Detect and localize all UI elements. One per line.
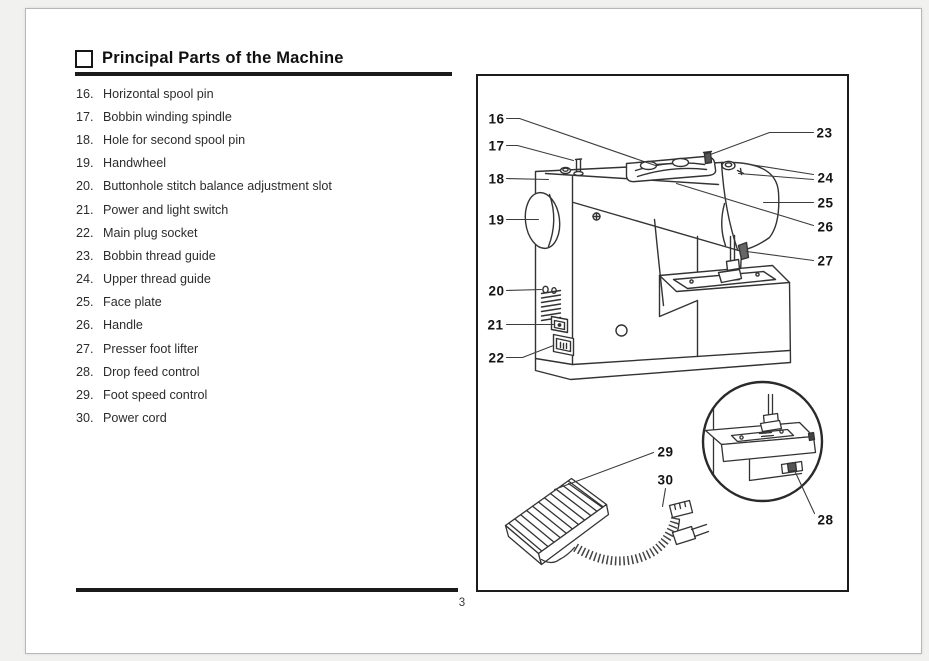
inset-detail-circle <box>703 382 822 501</box>
part-list-item: 19. Handwheel <box>76 156 167 171</box>
callout-29: 29 <box>657 444 674 459</box>
parts-list <box>76 82 476 430</box>
footer-rule <box>76 588 458 592</box>
part-list-item: 20. Buttonhole stitch balance adjustment slot <box>76 179 332 194</box>
sewing-machine-illustration <box>478 76 847 590</box>
diagram-box <box>476 74 849 592</box>
part-list-item: 25. Face plate <box>76 295 162 310</box>
title-underline-rule <box>75 72 452 76</box>
callout-25: 25 <box>817 195 834 210</box>
part-list-item: 22. Main plug socket <box>76 225 198 240</box>
part-list-item: 16. Horizontal spool pin <box>76 86 214 101</box>
part-list-item: 29. Foot speed control <box>76 388 208 403</box>
callout-28: 28 <box>817 512 834 527</box>
checkbox-icon <box>75 50 93 68</box>
part-list-item: 23. Bobbin thread guide <box>76 248 216 263</box>
callout-24: 24 <box>817 170 834 185</box>
callout-18: 18 <box>488 171 505 186</box>
section-header <box>75 49 344 68</box>
part-list-item: 18. Hole for second spool pin <box>76 132 246 147</box>
part-list-item: 26. Handle <box>76 318 143 333</box>
page-number: 3 <box>458 597 466 609</box>
callout-30: 30 <box>657 472 674 487</box>
callout-22: 22 <box>488 350 505 365</box>
callout-27: 27 <box>817 253 834 268</box>
callout-20: 20 <box>488 283 505 298</box>
callout-17: 17 <box>488 138 505 153</box>
machine-body <box>536 152 791 380</box>
part-list-item: 24. Upper thread guide <box>76 272 211 287</box>
part-list-item: 17. Bobbin winding spindle <box>76 109 232 124</box>
part-list-item: 30. Power cord <box>76 411 167 426</box>
callout-23: 23 <box>816 125 833 140</box>
part-list-item: 21. Power and light switch <box>76 202 229 217</box>
callout-16: 16 <box>488 111 505 126</box>
part-list-item: 28. Drop feed control <box>76 364 200 379</box>
part-list-item: 27. Presser foot lifter <box>76 341 199 356</box>
section-title: Principal Parts of the Machine <box>102 49 344 67</box>
callout-26: 26 <box>817 219 834 234</box>
callout-21: 21 <box>487 317 504 332</box>
manual-page <box>25 8 922 654</box>
callout-19: 19 <box>488 212 505 227</box>
